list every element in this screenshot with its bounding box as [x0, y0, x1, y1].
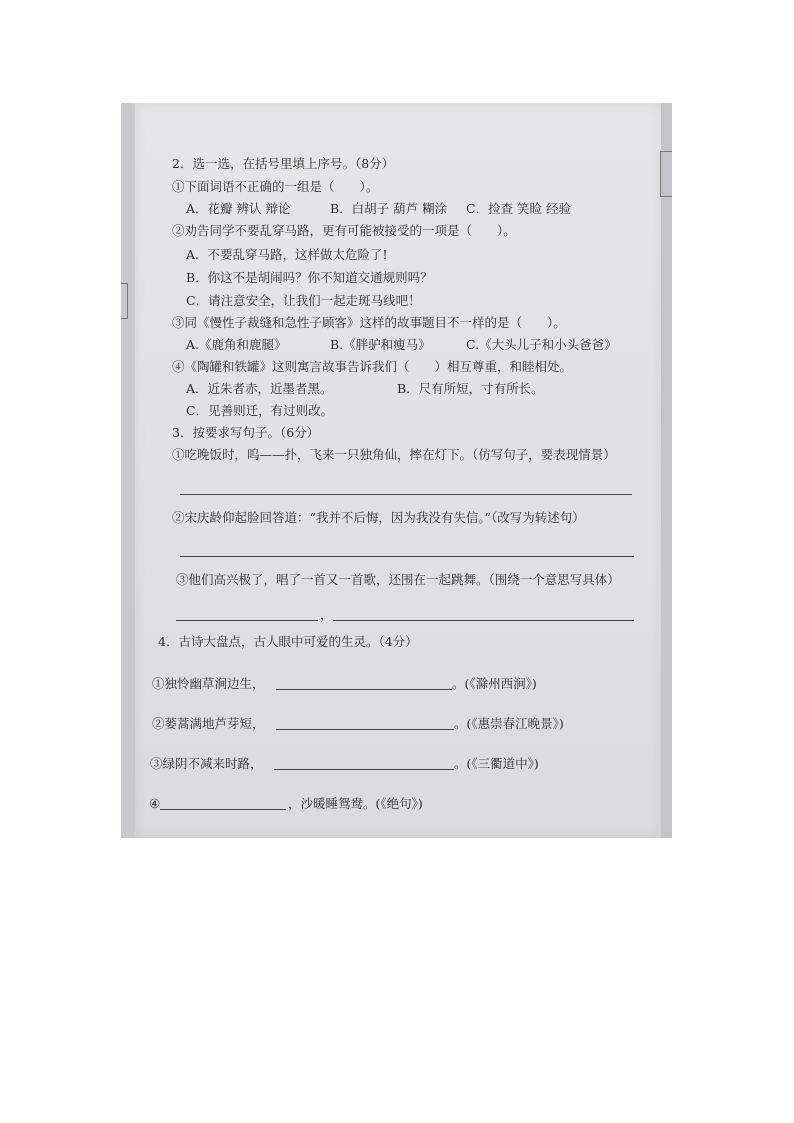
q4-3-source: 。(《三衢道中》) — [454, 756, 539, 771]
q2-1-option-a: A．花瓣 辨认 辩论 — [186, 201, 291, 216]
q4-title: 4．古诗大盘点，古人眼中可爱的生灵。（4分） — [158, 634, 418, 649]
q2-2-option-c: C．请注意安全，让我们一起走斑马线吧！ — [186, 293, 421, 308]
q2-1-option-c: C．捡查 笑睑 经验 — [466, 201, 572, 216]
q2-3-option-c: C.《大头儿子和小头爸爸》 — [466, 337, 617, 352]
q4-4-prefix: ④ — [149, 796, 161, 811]
q4-1-source: 。(《滁州西涧》) — [452, 676, 537, 691]
q4-2-answer-line[interactable] — [276, 729, 454, 730]
q2-3-stem: ③同《慢性子裁缝和急性子顾客》这样的故事题目不一样的是（ ）。 — [172, 315, 566, 330]
q2-4-option-b: B．尺有所短，寸有所长。 — [397, 381, 544, 396]
q2-2-option-a: A．不要乱穿马路，这样做太危险了! — [186, 247, 388, 262]
q3-1-answer-line[interactable] — [180, 494, 632, 495]
adjacent-page-box-left — [121, 283, 128, 319]
q4-1-answer-line[interactable] — [276, 689, 452, 690]
q2-3-option-b: B.《胖驴和瘦马》 — [330, 337, 431, 352]
adjacent-page-box-right — [660, 151, 672, 197]
q2-2-option-b: B．你这不是胡闹吗？你不知道交通规则吗？ — [186, 270, 433, 285]
q2-1-stem: ①下面词语不正确的一组是（ ）。 — [172, 179, 379, 194]
q3-3-answer-line-2[interactable] — [333, 620, 634, 621]
q2-3-option-a: A.《鹿角和鹿腿》 — [186, 337, 287, 352]
q3-1-text: ①吃晚饭时，呜——扑，飞来一只独角仙，摔在灯下。（仿写句子，要表现情景） — [172, 447, 616, 462]
q3-2-answer-line[interactable] — [180, 556, 634, 557]
q2-4-option-c: C．见善则迁，有过则改。 — [186, 403, 334, 418]
q4-2-prefix: ②蒌蒿满地芦芽短， — [152, 716, 265, 731]
q4-4-source: ，沙暖睡鸳鸯。(《绝句》) — [288, 796, 423, 811]
q3-3-answer-line-1[interactable] — [176, 620, 318, 621]
q3-3-text: ③他们高兴极了，唱了一首又一首歌，还围在一起跳舞。（围绕一个意思写具体） — [176, 572, 620, 587]
q4-3-answer-line[interactable] — [274, 769, 454, 770]
adjacent-page-left — [121, 103, 135, 838]
q3-title: 3．按要求写句子。（6分） — [172, 425, 320, 440]
q2-2-stem: ②劝告同学不要乱穿马路，更有可能被接受的一项是（ ）。 — [172, 223, 516, 238]
q2-4-option-a: A．近朱者赤，近墨者黑。 — [186, 381, 333, 396]
q3-2-text: ②宋庆龄仰起脸回答道：“我并不后悔，因为我没有失信。”（改写为转述句） — [172, 510, 585, 525]
q2-title: 2．选一选，在括号里填上序号。（8分） — [172, 156, 395, 171]
q2-4-stem: ④《陶罐和铁罐》这则寓言故事告诉我们（ ）相互尊重，和睦相处。 — [172, 359, 573, 374]
q4-3-prefix: ③绿阴不减来时路， — [150, 756, 263, 771]
q4-4-answer-line[interactable] — [160, 809, 286, 810]
q4-2-source: 。(《惠崇春江晚景》) — [454, 716, 564, 731]
adjacent-page-right — [661, 103, 672, 838]
q3-3-comma: ， — [320, 607, 333, 622]
q2-1-option-b: B．白胡子 葫芦 糊涂 — [330, 201, 448, 216]
q4-1-prefix: ①独怜幽草涧边生， — [152, 676, 265, 691]
